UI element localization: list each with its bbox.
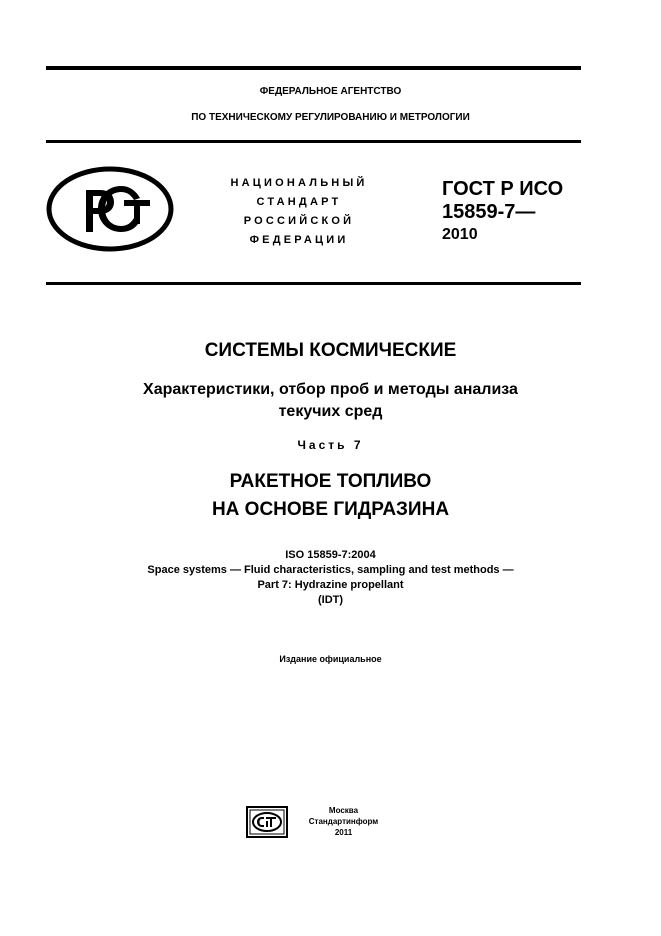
designation-year: 2010: [442, 226, 478, 243]
iso-reference-block: [0, 548, 661, 608]
iso-title-line-2: Part 7: Hydrazine propellant: [257, 579, 404, 591]
iso-title-line-1: Space systems — Fluid characteristics, sampling and test methods —: [147, 564, 514, 576]
header-divider: [46, 140, 581, 143]
agency-line-2: ПО ТЕХНИЧЕСКОМУ РЕГУЛИРОВАНИЮ И МЕТРОЛОГИИ: [191, 112, 470, 123]
top-rule: [46, 66, 581, 70]
subtitle-line-2: текучих сред: [278, 403, 383, 420]
publisher-name: Стандартинформ: [308, 817, 379, 826]
subtitle-line-1: Характеристики, отбор проб и методы анализа: [143, 381, 518, 398]
document-subtitle: [0, 379, 661, 423]
title-divider: [46, 282, 581, 285]
designation-line-1: ГОСТ Р ИСО: [442, 178, 564, 200]
national-standard-line-3: РОССИЙСКОЙ: [243, 215, 355, 227]
part-title-line-2: НА ОСНОВЕ ГИДРАЗИНА: [211, 499, 450, 520]
national-standard-label: [196, 174, 402, 250]
publisher-year: 2011: [334, 828, 353, 837]
national-standard-line-4: ФЕДЕРАЦИИ: [249, 234, 349, 246]
publisher-city: Москва: [328, 806, 359, 815]
national-standard-line-1: НАЦИОНАЛЬНЫЙ: [230, 177, 368, 189]
publisher-block: [296, 805, 391, 838]
standartinform-logo-icon: [246, 806, 288, 838]
rst-certification-mark-icon: [46, 166, 174, 252]
national-standard-line-2: СТАНДАРТ: [256, 196, 342, 208]
part-title: [0, 468, 661, 524]
edition-label: Издание официальное: [279, 654, 382, 664]
agency-line-1: ФЕДЕРАЛЬНОЕ АГЕНТСТВО: [259, 86, 402, 97]
document-title: СИСТЕМЫ КОСМИЧЕСКИЕ: [204, 340, 457, 361]
designation-line-2: 15859-7—: [442, 201, 536, 223]
iso-reference: ISO 15859-7:2004: [285, 549, 376, 561]
part-label: Часть 7: [297, 438, 364, 452]
iso-equivalence: (IDT): [317, 594, 344, 606]
part-title-line-1: РАКЕТНОЕ ТОПЛИВО: [229, 471, 432, 492]
